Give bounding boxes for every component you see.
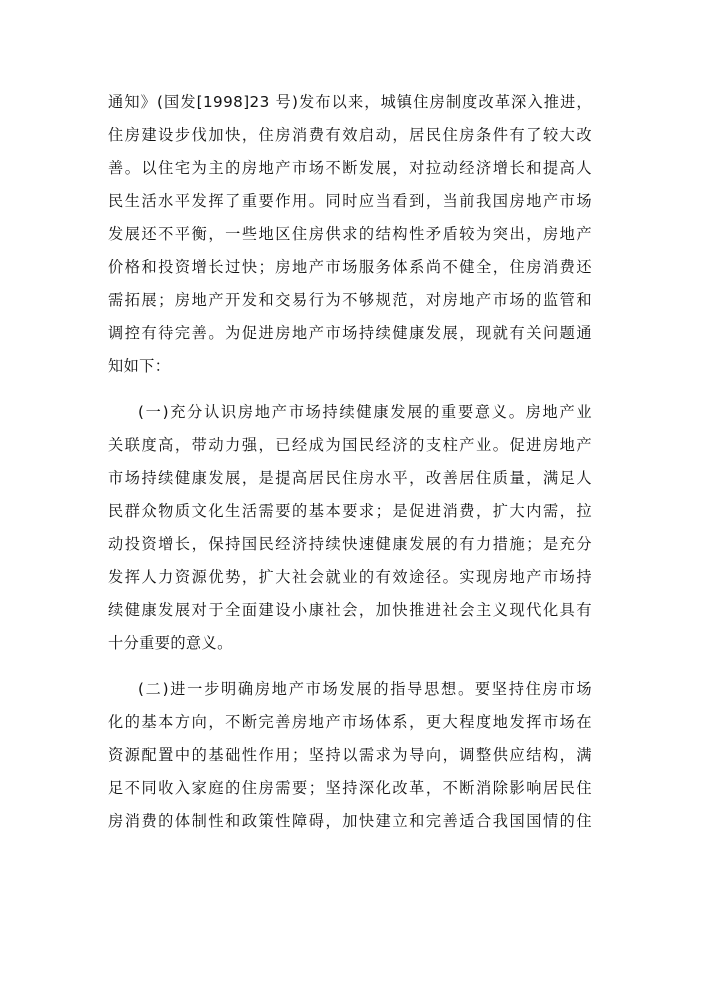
- text-line: 十分重要的意义。: [108, 634, 233, 652]
- text-line: 价格和投资增长过快；房地产市场服务体系尚不健全，住房消费还: [108, 258, 592, 276]
- paragraph-start-line: (一)充分认识房地产市场持续健康发展的重要意义。房地产业: [138, 403, 592, 421]
- text-line: 通知》(国发[1998]23 号)发布以来，城镇住房制度改革深入推进，: [108, 93, 592, 111]
- text-line: 发展还不平衡，一些地区住房供求的结构性矛盾较为突出，房地产: [108, 225, 592, 243]
- text-line: 资源配置中的基础性作用；坚持以需求为导向，调整供应结构，满: [108, 746, 592, 764]
- text-line: 关联度高，带动力强，已经成为国民经济的支柱产业。促进房地产: [108, 436, 592, 454]
- text-line: 发挥人力资源优势，扩大社会就业的有效途径。实现房地产市场持: [108, 568, 592, 586]
- text-line: 善。以住宅为主的房地产市场不断发展，对拉动经济增长和提高人: [108, 159, 592, 177]
- text-line: 知如下：: [108, 357, 171, 375]
- text-line: 足不同收入家庭的住房需要；坚持深化改革，不断消除影响居民住: [108, 779, 592, 797]
- text-line: 需拓展；房地产开发和交易行为不够规范，对房地产市场的监管和: [108, 291, 592, 309]
- text-line: 民生活水平发挥了重要作用。同时应当看到，当前我国房地产市场: [108, 192, 592, 210]
- text-line: 续健康发展对于全面建设小康社会，加快推进社会主义现代化具有: [108, 601, 592, 619]
- text-line: 住房建设步伐加快，住房消费有效启动，居民住房条件有了较大改: [108, 126, 592, 144]
- text-line: 动投资增长，保持国民经济持续快速健康发展的有力措施；是充分: [108, 535, 592, 553]
- text-line: 房消费的体制性和政策性障碍，加快建立和完善适合我国国情的住: [108, 812, 592, 830]
- text-line: 化的基本方向，不断完善房地产市场体系，更大程度地发挥市场在: [108, 713, 592, 731]
- text-line: 调控有待完善。为促进房地产市场持续健康发展，现就有关问题通: [108, 324, 592, 342]
- text-line: 市场持续健康发展，是提高居民住房水平，改善居住质量，满足人: [108, 469, 592, 487]
- text-line: 民群众物质文化生活需要的基本要求；是促进消费，扩大内需，拉: [108, 502, 592, 520]
- paragraph-start-line: (二)进一步明确房地产市场发展的指导思想。要坚持住房市场: [138, 680, 592, 698]
